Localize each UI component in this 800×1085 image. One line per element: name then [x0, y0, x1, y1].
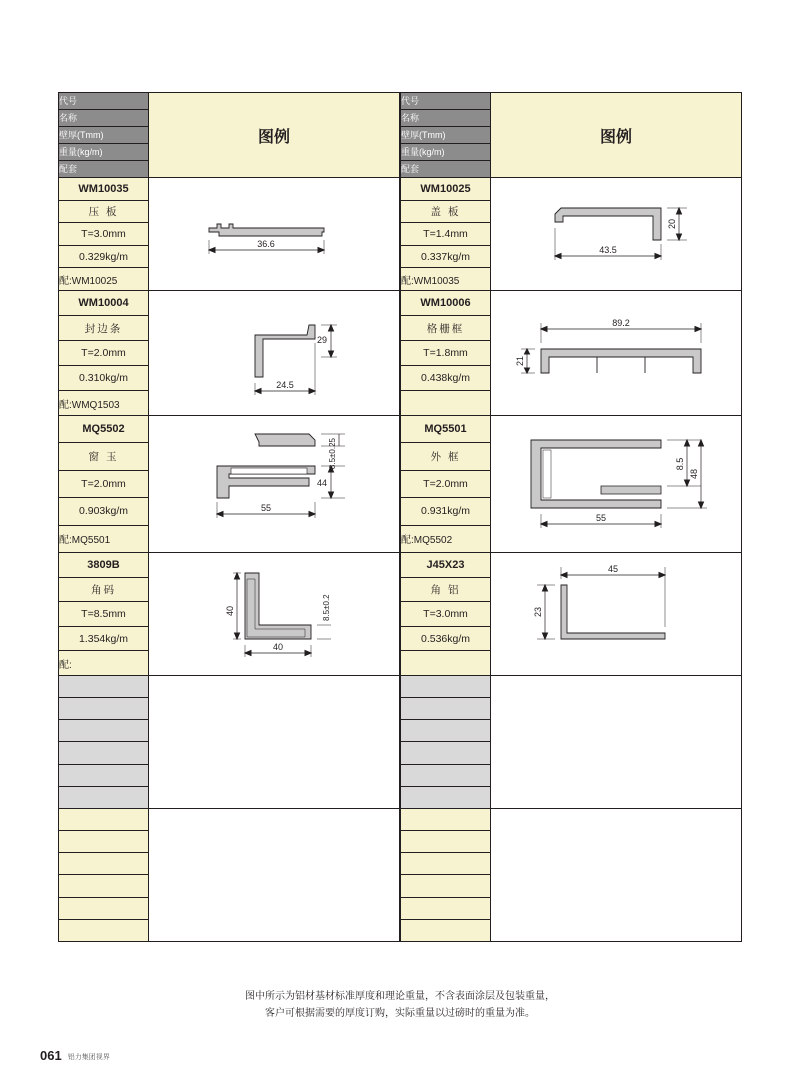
dim-label: 45 — [607, 564, 619, 574]
empty-figure — [491, 676, 742, 809]
product-pair: 配:MQ5502 — [401, 525, 491, 552]
product-code: WM10025 — [401, 178, 491, 201]
dim-label: 44 — [316, 478, 327, 488]
dim-label: 20 — [667, 218, 677, 230]
product-code: MQ5501 — [401, 416, 491, 443]
empty-cell — [401, 764, 491, 786]
empty-figure — [149, 809, 400, 942]
table-header-row — [59, 93, 400, 110]
header-legend-right: 图例 — [491, 93, 742, 178]
product-table-right — [400, 92, 742, 942]
table-row — [59, 416, 400, 443]
empty-cell — [401, 676, 491, 698]
empty-figure — [149, 676, 400, 809]
product-name: 窗 玉 — [59, 443, 149, 470]
product-figure — [491, 291, 742, 416]
table-row — [401, 291, 742, 316]
product-table-container — [58, 92, 742, 942]
empty-cell — [59, 853, 149, 875]
header-legend-left: 图例 — [149, 93, 400, 178]
dim-label: 36.6 — [257, 239, 275, 249]
dim-label: 29 — [316, 335, 327, 345]
dim-label: 48 — [689, 468, 699, 480]
product-weight: 0.438kg/m — [401, 366, 491, 391]
note-line-2: 客户可根据需要的厚度订购，实际重量以过磅时的重量为准。 — [265, 1008, 535, 1019]
product-thickness: T=2.0mm — [59, 341, 149, 366]
dim-label: 8.5±0.2 — [322, 594, 331, 621]
product-thickness: T=1.4mm — [401, 223, 491, 246]
page-footer — [40, 1048, 110, 1063]
product-weight: 0.310kg/m — [59, 366, 149, 391]
product-thickness: T=3.0mm — [401, 602, 491, 627]
dim-label: 89.2 — [612, 318, 630, 328]
dim-label: 8.5±0.25 — [328, 438, 337, 470]
dim-label: 24.5 — [276, 380, 294, 390]
table-row — [59, 553, 400, 578]
empty-cell — [401, 875, 491, 897]
product-weight: 0.329kg/m — [59, 245, 149, 268]
dim-label: 55 — [595, 513, 607, 523]
empty-cell — [401, 831, 491, 853]
product-figure — [149, 178, 400, 291]
header-label-weight: 重量(kg/m) — [59, 144, 149, 161]
product-name: 格栅框 — [401, 316, 491, 341]
empty-cell — [59, 698, 149, 720]
empty-row — [401, 809, 742, 831]
dim-label: 23 — [533, 606, 543, 618]
table-row — [401, 416, 742, 443]
empty-cell — [401, 919, 491, 941]
right-column — [400, 92, 742, 942]
table-row — [401, 178, 742, 201]
empty-cell — [401, 698, 491, 720]
product-thickness: T=2.0mm — [59, 470, 149, 497]
empty-cell — [59, 676, 149, 698]
header-label-thickness: 壁厚(Tmm) — [401, 127, 491, 144]
product-code: J45X23 — [401, 553, 491, 578]
brand-label: 铝力集团视界 — [67, 1054, 110, 1061]
dim-label: 43.5 — [599, 245, 617, 255]
header-label-pair: 配套 — [401, 161, 491, 178]
product-name: 角 铝 — [401, 577, 491, 602]
product-figure — [149, 553, 400, 676]
empty-cell — [59, 897, 149, 919]
empty-cell — [59, 809, 149, 831]
product-thickness: T=3.0mm — [59, 223, 149, 246]
product-pair — [401, 651, 491, 676]
product-weight: 0.337kg/m — [401, 245, 491, 268]
dim-label: 8.5 — [675, 457, 685, 471]
empty-cell — [59, 764, 149, 786]
empty-cell — [401, 853, 491, 875]
product-weight: 0.931kg/m — [401, 498, 491, 525]
product-name: 角码 — [59, 577, 149, 602]
empty-figure — [491, 809, 742, 942]
dim-label: 40 — [272, 642, 284, 652]
empty-cell — [401, 897, 491, 919]
header-label-name: 名称 — [59, 110, 149, 127]
product-code: WM10006 — [401, 291, 491, 316]
left-column — [58, 92, 400, 942]
product-name: 外 框 — [401, 443, 491, 470]
header-label-pair: 配套 — [59, 161, 149, 178]
page-number: 061 — [40, 1048, 62, 1063]
dim-label: 55 — [260, 503, 272, 513]
product-code: WM10035 — [59, 178, 149, 201]
product-thickness: T=1.8mm — [401, 341, 491, 366]
header-label-thickness: 壁厚(Tmm) — [59, 127, 149, 144]
header-label-name: 名称 — [401, 110, 491, 127]
product-pair: 配:MQ5501 — [59, 525, 149, 552]
product-pair: 配:WM10035 — [401, 268, 491, 291]
dim-label: 21 — [515, 355, 525, 367]
empty-cell — [59, 720, 149, 742]
product-name: 封边条 — [59, 316, 149, 341]
empty-cell — [401, 742, 491, 764]
header-label-code: 代号 — [401, 93, 491, 110]
product-thickness: T=2.0mm — [401, 470, 491, 497]
product-code: 3809B — [59, 553, 149, 578]
empty-row — [59, 676, 400, 698]
empty-cell — [59, 875, 149, 897]
empty-row — [401, 676, 742, 698]
table-row — [59, 291, 400, 316]
empty-cell — [59, 742, 149, 764]
product-figure — [491, 553, 742, 676]
page-right-margin — [795, 0, 800, 1085]
product-code: WM10004 — [59, 291, 149, 316]
product-weight: 0.903kg/m — [59, 498, 149, 525]
product-name: 盖 板 — [401, 200, 491, 223]
product-figure — [149, 291, 400, 416]
dim-label: 40 — [225, 605, 235, 617]
product-code: MQ5502 — [59, 416, 149, 443]
empty-cell — [401, 786, 491, 808]
footer-notes — [0, 988, 800, 1022]
product-figure — [491, 416, 742, 553]
product-pair — [401, 391, 491, 416]
product-thickness: T=8.5mm — [59, 602, 149, 627]
empty-cell — [401, 809, 491, 831]
empty-cell — [59, 786, 149, 808]
table-row — [401, 553, 742, 578]
empty-cell — [401, 720, 491, 742]
empty-cell — [59, 831, 149, 853]
product-pair: 配: — [59, 651, 149, 676]
product-pair: 配:WM10025 — [59, 268, 149, 291]
product-figure — [491, 178, 742, 291]
product-name: 压 板 — [59, 200, 149, 223]
table-row — [59, 178, 400, 201]
table-header-row — [401, 93, 742, 110]
product-pair: 配:WMQ1503 — [59, 391, 149, 416]
empty-cell — [59, 919, 149, 941]
product-table-left — [58, 92, 400, 942]
product-figure — [149, 416, 400, 553]
header-label-weight: 重量(kg/m) — [401, 144, 491, 161]
empty-row — [59, 809, 400, 831]
note-line-1: 图中所示为铝材基材标准厚度和理论重量，不含表面涂层及包装重量， — [245, 991, 555, 1002]
product-weight: 0.536kg/m — [401, 626, 491, 651]
product-weight: 1.354kg/m — [59, 626, 149, 651]
header-label-code: 代号 — [59, 93, 149, 110]
